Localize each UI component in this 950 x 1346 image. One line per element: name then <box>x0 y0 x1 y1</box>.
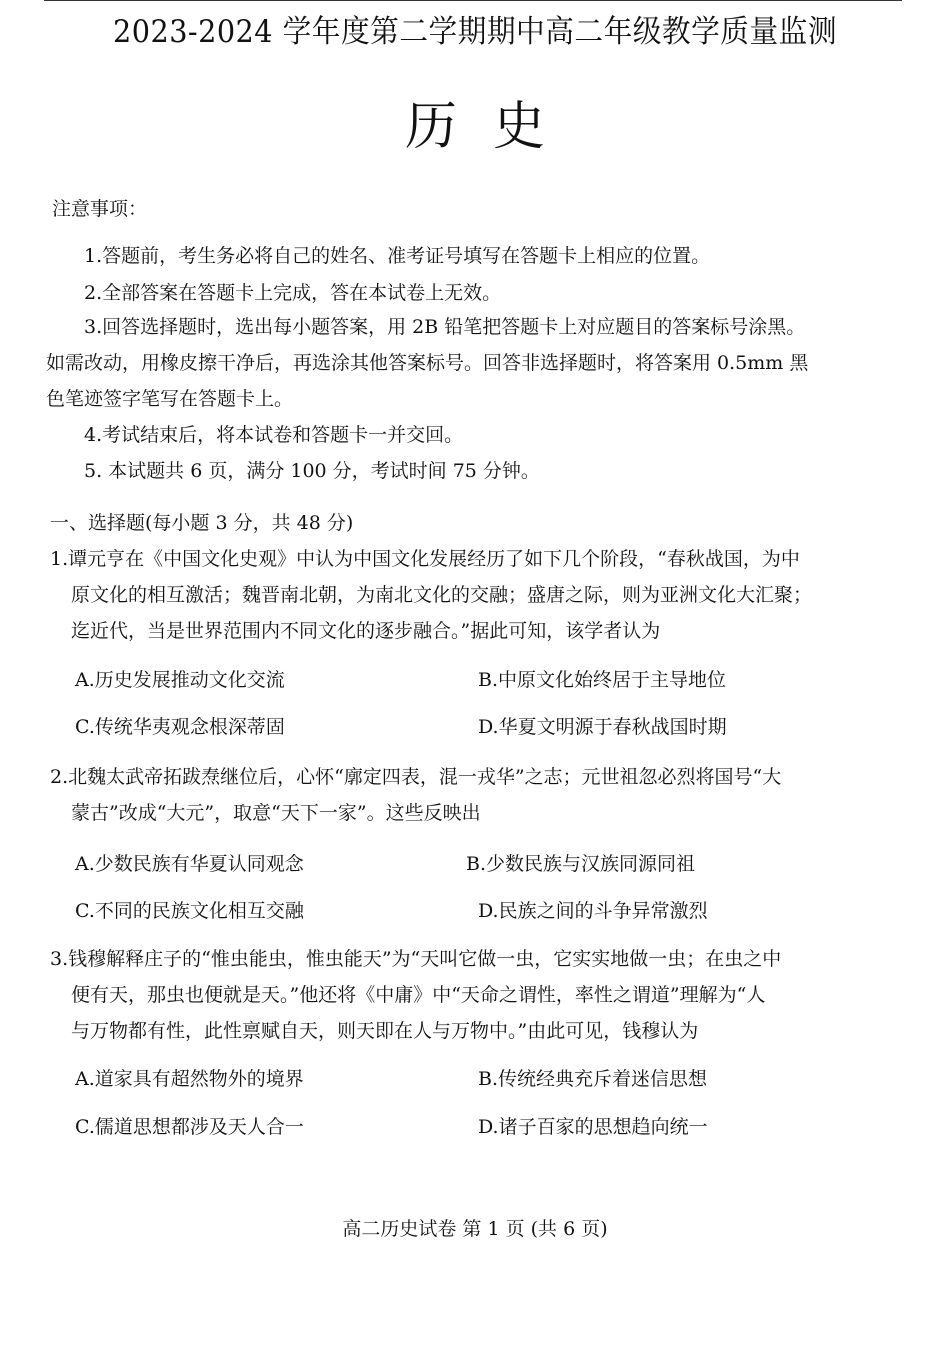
question-2-option-c: C.不同的民族文化相互交融 <box>75 900 304 922</box>
notice-item-5: 5. 本试题共 6 页，满分 100 分，考试时间 75 分钟。 <box>84 460 540 482</box>
question-3-option-a: A.道家具有超然物外的境界 <box>75 1068 304 1090</box>
question-1-option-c: C.传统华夷观念根深蒂固 <box>75 716 285 738</box>
question-2-stem-line-2: 蒙古”改成“大元”，取意“天下一家”。这些反映出 <box>71 802 481 824</box>
question-3-stem-line-2: 便有天，那虫也便就是天。”他还将《中庸》中“天命之谓性，率性之谓道”理解为“人 <box>71 984 766 1006</box>
notice-item-2: 2.全部答案在答题卡上完成，答在本试卷上无效。 <box>84 282 502 304</box>
question-2-option-d: D.民族之间的斗争异常激烈 <box>478 900 708 922</box>
question-1-stem-line-2: 原文化的相互激活；魏晋南北朝，为南北文化的交融；盛唐之际，则为亚洲文化大汇聚； <box>71 584 813 606</box>
question-1-option-b: B.中原文化始终居于主导地位 <box>478 669 727 691</box>
question-2-option-a: A.少数民族有华夏认同观念 <box>75 853 304 875</box>
notice-item-3-line-1: 3.回答选择题时，选出每小题答案，用 2B 铅笔把答题卡上对应题目的答案标号涂黑。 <box>84 316 806 338</box>
notice-heading: 注意事项： <box>52 198 148 220</box>
question-2-stem-line-1: 2.北魏太武帝拓跋焘继位后，心怀“廓定四表，混一戎华”之志；元世祖忽必烈将国号“大 <box>50 766 782 788</box>
question-3-option-b: B.传统经典充斥着迷信思想 <box>478 1068 708 1090</box>
section-heading: 一、选择题(每小题 3 分，共 48 分) <box>50 512 354 534</box>
notice-item-1: 1.答题前，考生务必将自己的姓名、准考证号填写在答题卡上相应的位置。 <box>84 245 711 267</box>
notice-item-3-line-2: 如需改动，用橡皮擦干净后，再选涂其他答案标号。回答非选择题时，将答案用 0.5mm 黑 <box>46 352 809 374</box>
notice-item-4: 4.考试结束后，将本试卷和答题卡一并交回。 <box>84 424 464 446</box>
subject-title: 历史 <box>404 97 581 157</box>
question-3-option-d: D.诸子百家的思想趋向统一 <box>478 1116 708 1138</box>
question-1-option-d: D.华夏文明源于春秋战国时期 <box>478 716 727 738</box>
exam-title: 2023-2024 学年度第二学期期中高二年级教学质量监测 <box>112 14 838 50</box>
page-footer: 高二历史试卷 第 1 页 (共 6 页) <box>342 1218 608 1240</box>
question-3-stem-line-3: 与万物都有性，此性禀赋自天，则天即在人与万物中。”由此可见，钱穆认为 <box>71 1020 699 1042</box>
top-rule <box>44 0 902 1</box>
question-3-option-c: C.儒道思想都涉及天人合一 <box>75 1116 304 1138</box>
question-1-stem-line-1: 1.谭元亨在《中国文化史观》中认为中国文化发展经历了如下几个阶段，“春秋战国，为中 <box>50 548 800 570</box>
question-2-option-b: B.少数民族与汉族同源同祖 <box>466 853 696 875</box>
question-1-option-a: A.历史发展推动文化交流 <box>75 669 285 691</box>
question-1-stem-line-3: 迄近代，当是世界范围内不同文化的逐步融合。”据此可知，该学者认为 <box>71 620 661 642</box>
question-3-stem-line-1: 3.钱穆解释庄子的“惟虫能虫，惟虫能天”为“天叫它做一虫，它实实地做一虫；在虫之中 <box>50 948 782 970</box>
notice-item-3-line-3: 色笔迹签字笔写在答题卡上。 <box>46 388 294 410</box>
